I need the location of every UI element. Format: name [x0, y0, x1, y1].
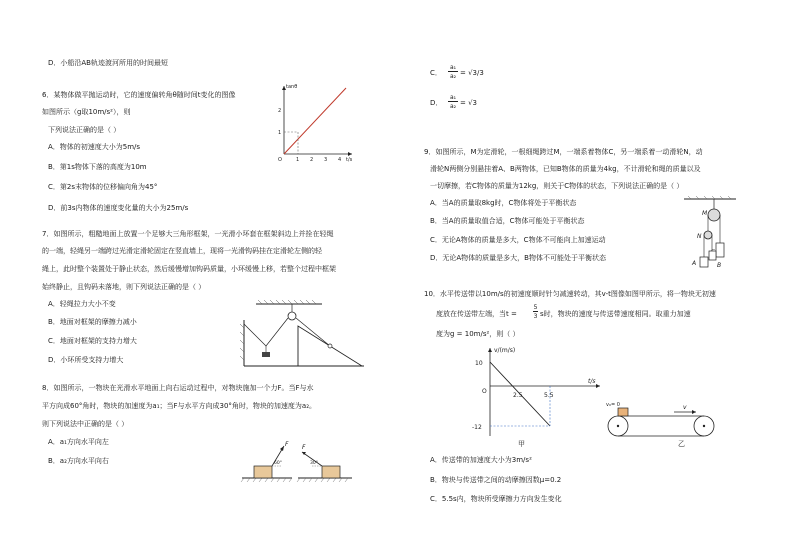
- q7-option-c: C．地面对框架的支持力增大: [48, 337, 137, 345]
- q6-origin: O: [278, 157, 282, 163]
- q10-tick-5-5: 5.5: [544, 392, 554, 399]
- q8-option-b: B．a₂方向水平向右: [48, 457, 109, 465]
- q10-vt-graph: [460, 340, 610, 460]
- q9-block-c: [716, 243, 724, 257]
- q7-rope-right: [296, 318, 330, 346]
- q7-weight: [262, 352, 270, 357]
- q10-frac-num: 5: [533, 304, 538, 311]
- q10-block: [618, 408, 628, 416]
- q10-stem-line3: 度为g = 10m/s²，则（ ）: [436, 330, 520, 338]
- q8-angle-2: 30°: [310, 461, 318, 466]
- q7-option-b: B．地面对框架的摩擦力减小: [48, 318, 137, 326]
- q7-pulley: [288, 312, 296, 320]
- q6-x-arrow: [348, 152, 352, 156]
- q8-option-d-rhs: = √3: [460, 99, 478, 107]
- q9-pulley-m: [708, 209, 720, 221]
- q5-option-d: D．小船沿AB轨迹渡河所用的时间最短: [48, 59, 168, 67]
- q10-right-axle: [703, 425, 705, 427]
- q7-stem-line4: 始终静止，且钩码未落地，则下列说法正确的是（ ）: [42, 283, 206, 291]
- q8-option-c-rhs: = √3/3: [460, 69, 484, 77]
- q10-tick-2-5: 2.5: [513, 392, 523, 399]
- q8-ground-hatch-2: [297, 478, 348, 482]
- q8-stem-line3: 则下列说法中正确的是（ ）: [42, 420, 129, 428]
- q9-stem-line3: 一切摩擦，若C物体的质量为12kg，则关于C物体的状态，下列说法正确的是（ ）: [430, 182, 684, 190]
- q6-line: [284, 88, 346, 154]
- q10-left-axle: [617, 425, 619, 427]
- q10-t-arrow: [596, 384, 600, 388]
- q7-rope-left: [244, 318, 288, 346]
- q9-block-a: [700, 257, 708, 267]
- q8-force-figure: [236, 436, 356, 486]
- q7-stem-line1: 7．如图所示，粗糙地面上放置一个足够大三角形框架，一光滑小环套在框架斜边上并拴在轻绳: [42, 230, 334, 238]
- q8-option-c-den: a₂: [449, 73, 457, 80]
- q6-option-b: B．第1s物体下落的高度为10m: [48, 163, 147, 171]
- q7-stem-line3: 绳上，此时整个装置处于静止状态，然后缓慢增加钩码质量，小环缓慢上移，若整个过程中框架: [42, 265, 336, 273]
- q10-v-arrow: [488, 348, 492, 352]
- q9-pulley-figure: [680, 195, 740, 271]
- q10-stem-line2a: 度放在传送带左端，当t =: [436, 310, 517, 318]
- q9-option-a: A．当A的质量取8kg时，C物体将处于平衡状态: [430, 199, 577, 207]
- q10-origin: O: [482, 388, 487, 395]
- q6-stem-line2: 如图所示（g取10m/s²），则: [42, 108, 131, 116]
- q6-option-d: D．前3s内物体的速度变化量的大小为25m/s: [48, 204, 189, 212]
- q10-option-a: A．传送带的加速度大小为3m/s²: [430, 456, 532, 464]
- q8-angle-1: 60°: [274, 461, 282, 466]
- q8-block-1: [254, 466, 272, 478]
- q10-stem-line2b: s时，物块的速度与传送带速度相同。取重力加速: [540, 310, 691, 318]
- q6-xtick-2: 2: [310, 157, 314, 163]
- q8-force-label-2: F: [302, 444, 306, 451]
- q10-option-c: C．5.5s内，物块所受摩擦力方向发生变化: [430, 495, 562, 503]
- q7-ceiling-hatch: [258, 300, 316, 304]
- q10-frac-den: 3: [533, 313, 538, 320]
- q7-option-d: D．小环所受支持力增大: [48, 356, 124, 364]
- q6-stem-line3: 下列说法正确的是（ ）: [48, 126, 121, 134]
- q6-option-a: A．物体的初速度大小为5m/s: [48, 143, 141, 151]
- q8-force-label-1: F: [285, 441, 289, 448]
- q7-option-a: A．轻绳拉力大小不变: [48, 300, 116, 308]
- q7-wall-hatch: [240, 324, 244, 360]
- q10-caption-jia: 甲: [518, 440, 525, 448]
- q9-label-n: N: [697, 233, 702, 240]
- q8-option-a: A．a₁方向水平向左: [48, 438, 109, 446]
- q6-option-c: C．第2s末物体的位移偏向角为45°: [48, 183, 158, 191]
- q10-tick-neg12: -12: [472, 424, 482, 431]
- q10-tick-10: 10: [475, 360, 483, 367]
- q7-ring: [328, 344, 332, 348]
- q6-xlabel: t/s: [346, 157, 353, 163]
- q9-pulley-n: [704, 231, 712, 239]
- q6-ytick-2: 2: [278, 108, 282, 114]
- q10-velocity-arrowhead: [692, 410, 696, 414]
- q9-label-m: M: [702, 210, 708, 217]
- q8-option-c-label: C．: [430, 69, 442, 77]
- q6-xtick-3: 3: [324, 157, 328, 163]
- q10-conveyor-figure: [604, 396, 722, 448]
- q8-option-d-num: a₁: [449, 94, 457, 101]
- q9-label-b: B: [717, 262, 722, 269]
- q10-t-label: t/s: [588, 378, 596, 385]
- q10-v0-label: v₀= 0: [606, 402, 620, 408]
- q8-option-d-den: a₂: [449, 103, 457, 110]
- q8-option-c-num: a₁: [449, 64, 457, 71]
- q8-stem-line1: 8．如图所示，一物块在光滑水平地面上向右运动过程中，对物块施加一个力F。当F与水: [42, 384, 314, 392]
- q9-option-b: B．当A的质量取值合适，C物体可能处于平衡状态: [430, 217, 585, 225]
- q10-v-label-belt: v: [683, 404, 687, 411]
- q6-xtick-1: 1: [296, 157, 300, 163]
- q9-stem-line1: 9．如图所示，M为定滑轮，一根细绳跨过M，一端系着物体C，另一端系着一动滑轮N，动: [424, 148, 703, 156]
- q9-label-a: A: [692, 260, 697, 267]
- q6-tan-graph: [270, 80, 360, 170]
- q9-block-b: [709, 251, 716, 260]
- q10-option-b: B．物块与传送带之间的动摩擦因数μ=0.2: [430, 476, 562, 484]
- q6-xtick-4: 4: [338, 157, 342, 163]
- q8-block-2: [322, 466, 340, 478]
- q10-stem-line1: 10．水平传送带以10m/s的初速度顺时针匀减速转动，其v-t图像如图甲所示，将一物块无初速: [424, 290, 716, 298]
- q10-caption-yi: 乙: [678, 440, 685, 448]
- q6-ylabel: tanθ: [286, 84, 298, 90]
- q6-stem-line1: 6．某物体做平抛运动时，它的速度偏转角θ随时间t变化的图像: [42, 91, 236, 99]
- q8-stem-line2: 平方向成60°角时，物块的加速度为a₁；当F与水平方向成30°角时，物块的加速度为a₂。: [42, 402, 317, 410]
- q9-option-d: D．无论A物体的质量是多大，B物体不可能处于平衡状态: [430, 254, 606, 262]
- q7-stem-line2: 的一端，轻绳另一端跨过光滑定滑轮固定在竖直墙上，现将一光滑钩码挂在定滑轮左侧的轻: [42, 247, 322, 255]
- q7-frame-figure: [236, 296, 368, 368]
- q6-ytick-1: 1: [278, 130, 282, 136]
- q10-v-label: v/(m/s): [494, 347, 516, 354]
- q9-option-c: C．无论A物体的质量是多大，C物体不可能向上加速运动: [430, 236, 606, 244]
- q8-arrowhead-1: [280, 446, 284, 451]
- q9-stem-line2: 滑轮N两侧分别悬挂着A、B两物体，已知B物体的质量为4kg，不计滑轮和绳的质量以及: [430, 165, 701, 173]
- q8-option-d-label: D．: [430, 99, 443, 107]
- q8-ground-hatch-1: [241, 478, 292, 482]
